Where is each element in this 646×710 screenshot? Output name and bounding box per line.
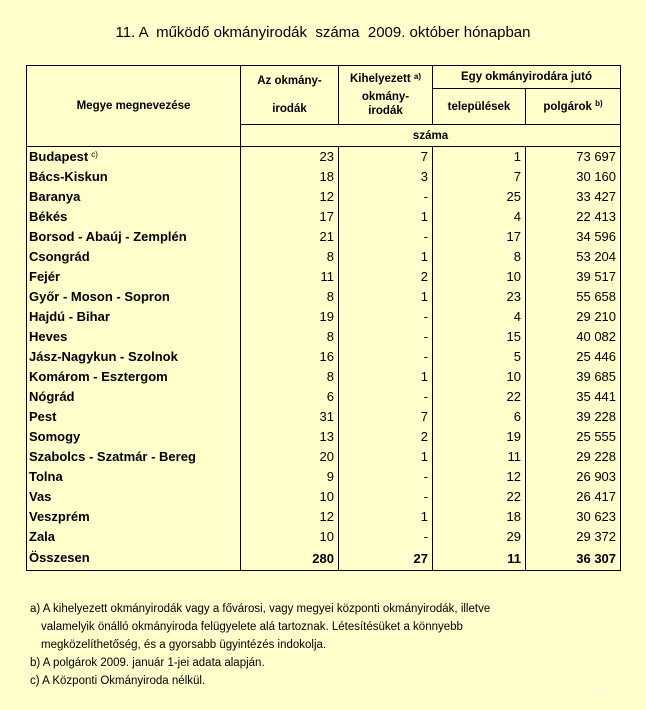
table-row	[27, 247, 621, 267]
table-row	[27, 207, 621, 227]
county-name: Hajdú - Bihar	[27, 307, 241, 327]
table-row	[27, 367, 621, 387]
county-name: Győr - Moson - Sopron	[27, 287, 241, 307]
citizens-cell: 39 517	[576, 269, 617, 284]
table-row	[27, 467, 621, 487]
citizens-cell: 26 903	[576, 469, 617, 484]
table-row	[27, 167, 621, 187]
outposts-cell: 1	[339, 367, 433, 387]
citizens-cell: 22 413	[576, 209, 617, 224]
county-name: Fejér	[27, 267, 241, 287]
county-name: Veszprém	[27, 507, 241, 527]
offices-cell: 12	[241, 507, 339, 527]
offices-table	[26, 65, 621, 571]
footnote-a-line1: a) A kihelyezett okmányirodák vagy a fővárosi, vagy megyei központi okmányirodák, illetve	[30, 603, 491, 615]
offices-cell: 10	[241, 487, 339, 507]
footnote-b: b) A polgárok 2009. január 1-jei adata alapján.	[30, 657, 265, 669]
citizens-cell: 53 204	[576, 249, 617, 264]
settlements-cell: 6	[433, 407, 526, 427]
outposts-cell: 1	[339, 207, 433, 227]
offices-cell: 8	[241, 287, 339, 307]
corner-mark	[595, 690, 607, 691]
offices-cell: 21	[241, 227, 339, 247]
county-header: Megye megnevezése	[27, 66, 241, 147]
table-row	[27, 327, 621, 347]
county-name: Borsod - Abaúj - Zemplén	[27, 227, 241, 247]
outposts-cell: -	[339, 347, 433, 367]
citizens-cell: 34 596	[576, 229, 617, 244]
citizens-cell: 29 210	[576, 309, 617, 324]
citizens-cell: 30 160	[576, 169, 617, 184]
offices-cell: 31	[241, 407, 339, 427]
offices-header: Az okmány- irodák	[241, 66, 339, 125]
offices-cell: 18	[241, 167, 339, 187]
total-citizens: 36 307	[576, 551, 617, 566]
outposts-cell: 1	[339, 507, 433, 527]
table-row	[27, 287, 621, 307]
citizens-cell: 73 697	[576, 149, 617, 164]
offices-cell: 9	[241, 467, 339, 487]
citizens-cell: 29 228	[576, 449, 617, 464]
outposts-cell: 2	[339, 427, 433, 447]
county-name: Békés	[27, 207, 241, 227]
outposts-cell: -	[339, 187, 433, 207]
table-row	[27, 347, 621, 367]
outposts-cell: 7	[339, 407, 433, 427]
table-row	[27, 447, 621, 467]
offices-cell: 17	[241, 207, 339, 227]
outposts-cell: -	[339, 307, 433, 327]
citizens-cell: 35 441	[576, 389, 617, 404]
settlements-header: települések	[433, 89, 526, 125]
total-outposts: 27	[339, 547, 433, 571]
offices-cell: 13	[241, 427, 339, 447]
table-row	[27, 407, 621, 427]
settlements-cell: 29	[433, 527, 526, 547]
table-row	[27, 307, 621, 327]
offices-cell: 19	[241, 307, 339, 327]
table-row	[27, 187, 621, 207]
total-row	[27, 547, 621, 571]
settlements-cell: 11	[433, 447, 526, 467]
footnote-c: c) A Központi Okmányiroda nélkül.	[30, 675, 206, 687]
settlements-cell: 18	[433, 507, 526, 527]
outposts-cell: -	[339, 467, 433, 487]
table-row	[27, 487, 621, 507]
settlements-cell: 22	[433, 487, 526, 507]
settlements-cell: 22	[433, 387, 526, 407]
county-name: Tolna	[27, 467, 241, 487]
citizens-cell: 55 658	[576, 289, 617, 304]
offices-cell: 8	[241, 327, 339, 347]
citizens-cell: 26 417	[576, 489, 617, 504]
citizens-cell: 25 555	[576, 429, 617, 444]
settlements-cell: 19	[433, 427, 526, 447]
settlements-cell: 23	[433, 287, 526, 307]
settlements-cell: 10	[433, 267, 526, 287]
table-row	[27, 267, 621, 287]
offices-cell: 16	[241, 347, 339, 367]
table-row	[27, 427, 621, 447]
settlements-cell: 10	[433, 367, 526, 387]
settlements-cell: 17	[433, 227, 526, 247]
offices-cell: 8	[241, 247, 339, 267]
offices-cell: 12	[241, 187, 339, 207]
outposts-cell: -	[339, 227, 433, 247]
total-settlements: 11	[433, 547, 526, 571]
table-body	[27, 147, 621, 571]
settlements-cell: 4	[433, 207, 526, 227]
offices-cell: 11	[241, 267, 339, 287]
page-title: 11. A működő okmányirodák száma 2009. október hónapban	[115, 24, 531, 41]
settlements-cell: 4	[433, 307, 526, 327]
offices-cell: 10	[241, 527, 339, 547]
offices-cell: 20	[241, 447, 339, 467]
county-name: Nógrád	[27, 387, 241, 407]
settlements-cell: 12	[433, 467, 526, 487]
citizens-cell: 25 446	[576, 349, 617, 364]
table-row	[27, 147, 621, 168]
table-header	[27, 66, 621, 147]
county-name: Bács-Kiskun	[27, 167, 241, 187]
citizens-cell: 39 228	[576, 409, 617, 424]
table-row	[27, 387, 621, 407]
settlements-cell: 25	[433, 187, 526, 207]
total-offices: 280	[241, 547, 339, 571]
outposts-cell: 1	[339, 247, 433, 267]
outposts-cell: 2	[339, 267, 433, 287]
county-name: Szabolcs - Szatmár - Bereg	[27, 447, 241, 467]
settlements-cell: 5	[433, 347, 526, 367]
county-name: Zala	[27, 527, 241, 547]
citizens-cell: 39 685	[576, 369, 617, 384]
citizens-cell: 30 623	[576, 509, 617, 524]
outposts-cell: 1	[339, 447, 433, 467]
total-label: Összesen	[27, 547, 241, 571]
outposts-cell: -	[339, 327, 433, 347]
outposts-cell: 1	[339, 287, 433, 307]
settlements-cell: 15	[433, 327, 526, 347]
settlements-cell: 8	[433, 247, 526, 267]
outposts-cell: -	[339, 527, 433, 547]
offices-cell: 6	[241, 387, 339, 407]
offices-cell: 8	[241, 367, 339, 387]
settlements-cell: 1	[433, 147, 526, 168]
settlements-cell: 7	[433, 167, 526, 187]
footnotes	[30, 600, 610, 690]
county-name: Vas	[27, 487, 241, 507]
table-row	[27, 507, 621, 527]
offices-cell: 23	[241, 147, 339, 168]
county-name: Budapest $^{c)}$	[27, 147, 241, 168]
citizens-cell: 33 427	[576, 189, 617, 204]
footnote-a-line2: valamelyik önálló okmányiroda felügyelete alá tartoznak. Létesítésüket a könnyebb	[41, 621, 463, 633]
table-row	[27, 227, 621, 247]
county-name: Jász-Nagykun - Szolnok	[27, 347, 241, 367]
outposts-cell: 7	[339, 147, 433, 168]
county-name: Komárom - Esztergom	[27, 367, 241, 387]
citizens-header: polgárok $^{b)}$	[543, 98, 603, 113]
county-name: Pest	[27, 407, 241, 427]
citizens-cell: 29 372	[576, 529, 617, 544]
outposts-header: Kihelyezett $^{a)}$ okmány- irodák	[339, 66, 433, 125]
per-office-group-header: Egy okmányirodára jutó	[433, 66, 621, 89]
count-subheader: száma	[241, 125, 621, 147]
outposts-cell: -	[339, 387, 433, 407]
county-name: Csongrád	[27, 247, 241, 267]
county-name: Heves	[27, 327, 241, 347]
county-name: Baranya	[27, 187, 241, 207]
table-row	[27, 527, 621, 547]
footnote-a-line3: megközelíthetőség, és a gyorsabb ügyintézés indokolja.	[41, 639, 327, 651]
county-name: Somogy	[27, 427, 241, 447]
outposts-cell: 3	[339, 167, 433, 187]
citizens-cell: 40 082	[576, 329, 617, 344]
outposts-cell: -	[339, 487, 433, 507]
